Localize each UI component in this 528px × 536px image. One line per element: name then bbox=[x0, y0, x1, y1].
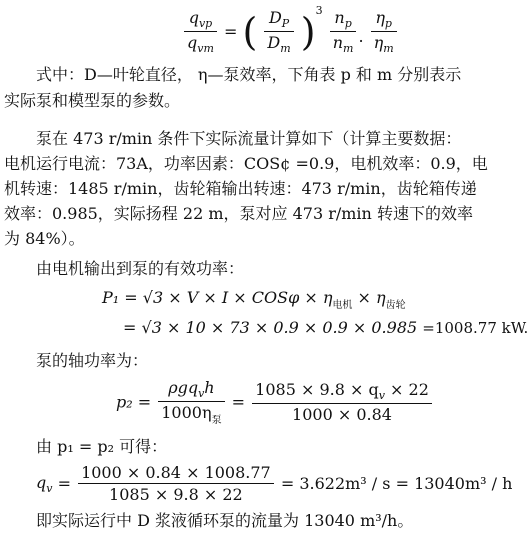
power-formula-row2: = √3 × 10 × 73 × 0.9 × 0.9 × 0.985 =1008.77 kW. bbox=[123, 318, 528, 337]
text-line-10: 由 p₁ = p₂ 可得： bbox=[36, 437, 168, 456]
shaft-power-numeric-fraction: $\frac{1085 \times 9.8 \times q_v \times 22}{1000 \times 0.84}$ bbox=[252, 380, 432, 424]
shaft-power-formula: p₂ = $\frac{\rho gq_vh}{1000\eta_泵}$ = $\frac{1085 \times 9.8 \times q_v \times 22}{1000 \times 0.84}$ bbox=[116, 378, 434, 426]
text-line-9: 泵的轴功率为： bbox=[36, 351, 149, 370]
flow-ratio: $\frac{q_{vp}}{q_{vm}}$ bbox=[184, 8, 217, 55]
speed-ratio: $\frac{n_p}{n_m}$ bbox=[330, 8, 357, 55]
text-line-7: 为 84%）。 bbox=[4, 229, 85, 248]
text-line-2: 实际泵和模型泵的参数。 bbox=[4, 91, 181, 110]
text-line-6: 效率：0.985，实际扬程 22 m，泵对应 473 r/min 转速下的效率 bbox=[4, 204, 473, 223]
text-line-1: 式中：D—叶轮直径， η—泵效率，下角表 p 和 m 分别表示 bbox=[36, 65, 462, 84]
similarity-formula: $\frac{q_{vp}}{q_{vm}}$ = ( $\frac{D_P}{D_m}$ )$^3$ $\frac{n_p}{n_m}$ . $\frac{\eta_p}{\eta_m}$ bbox=[182, 4, 399, 55]
text-line-4: 电机运行电流：73A，功率因素：COS¢ =0.9，电机效率：0.9，电 bbox=[4, 154, 488, 173]
text-line-11: 即实际运行中 D 浆液循环泵的流量为 13040 m³/h。 bbox=[36, 511, 414, 530]
shaft-power-fraction: $\frac{\rho gq_vh}{1000\eta_泵}$ bbox=[158, 378, 224, 426]
flow-result-fraction: $\frac{1000 \times 0.84 \times 1008.77}{1085 \times 9.8 \times 22}$ bbox=[78, 463, 274, 504]
efficiency-ratio: $\frac{\eta_p}{\eta_m}$ bbox=[371, 8, 397, 55]
text-line-5: 机转速：1485 r/min，齿轮箱输出转速：473 r/min，齿轮箱传递 bbox=[4, 179, 477, 198]
power-formula-row1: $P_1 = √3 \times V \times I \times COS\varphi \times \eta_{电机} \times \eta_{齿轮}$ bbox=[102, 288, 406, 311]
text-line-3: 泵在 473 r/min 条件下实际流量计算如下（计算主要数据： bbox=[36, 129, 462, 148]
diameter-ratio: $\frac{D_P}{D_m}$ bbox=[264, 8, 293, 55]
flow-result-formula: $q_v$ = $\frac{1000 \times 0.84 \times 1008.77}{1085 \times 9.8 \times 22}$ = 3.622m³ / s = 13040m³ / h bbox=[36, 463, 513, 504]
text-line-8: 由电机输出到泵的有效功率： bbox=[36, 259, 245, 278]
